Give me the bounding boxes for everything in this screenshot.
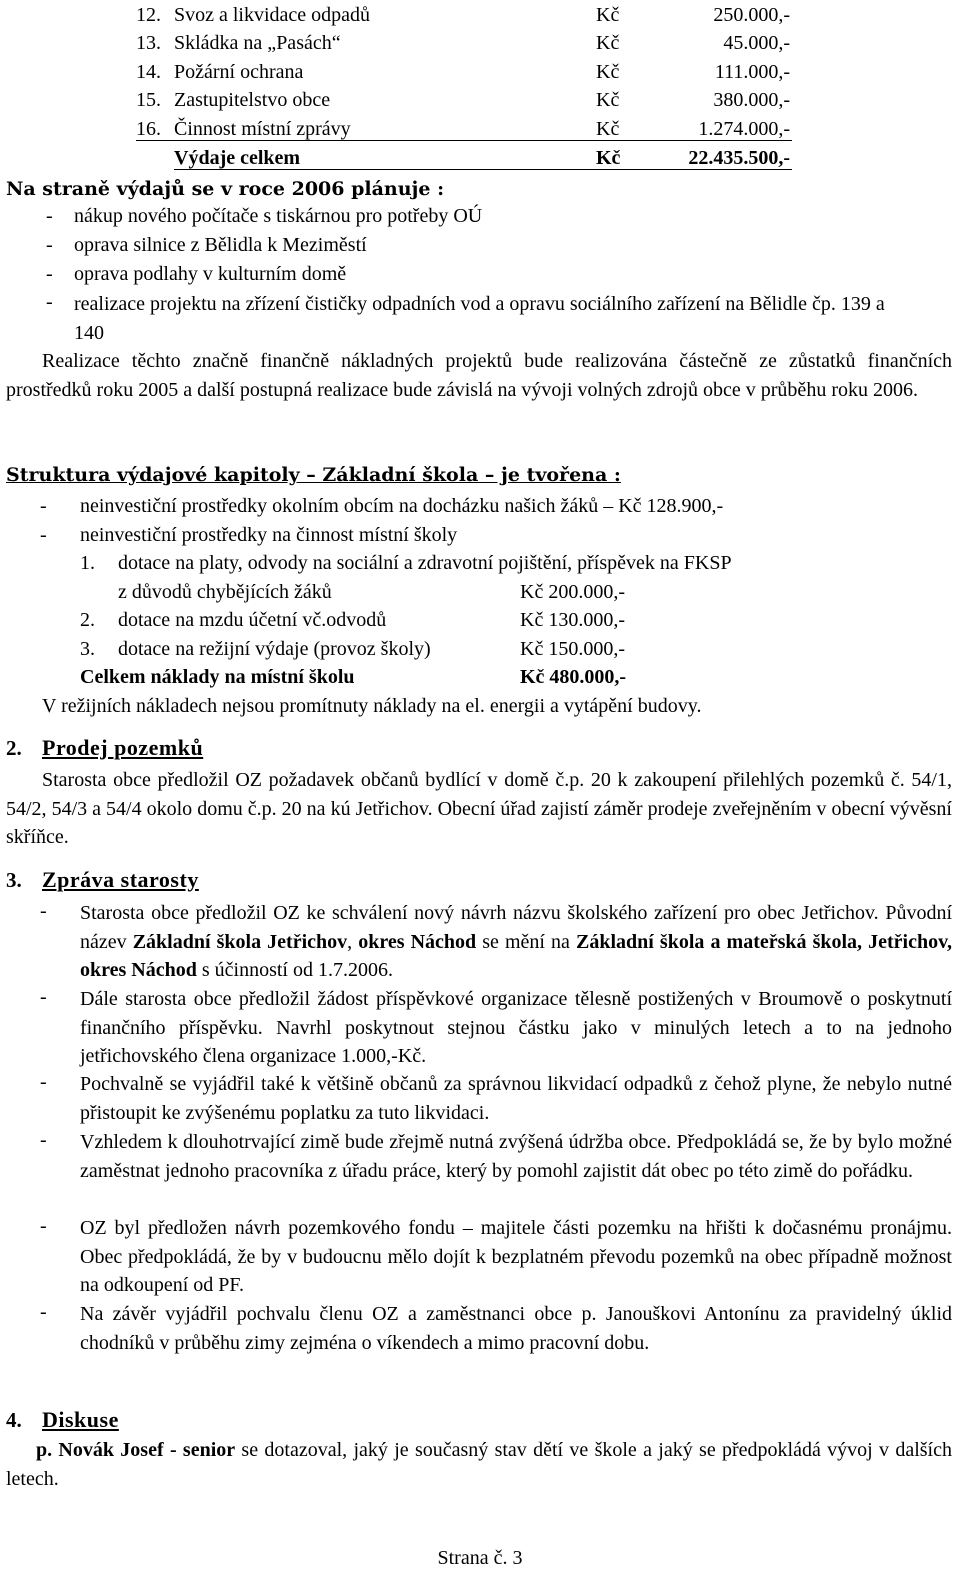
plans-paragraph: Realizace těchto značně finančně nákladných projektů bude realizována částečně ze zůstatků finančních prostředků roku 2005 a další postupná realizace bude závislá na vývoji volných zdrojů obce v průběhu roku 2006. xyxy=(6,350,952,401)
budget-row-no: 14. xyxy=(136,61,161,83)
budget-row-amount: 1.274.000,- xyxy=(698,118,790,140)
plans-heading: Na straně výdajů se v roce 2006 plánuje : xyxy=(6,178,445,200)
budget-row-amount: 45.000,- xyxy=(723,32,790,54)
budget-total-currency: Kč xyxy=(596,147,621,169)
sub-item-amount: Kč 150.000,- xyxy=(520,638,625,660)
list-item-text: neinvestiční prostředky okolním obcím na docházku našich žáků – Kč 128.900,- xyxy=(80,495,724,517)
list-item-text: nákup nového počítače s tiskárnou pro potřeby OÚ xyxy=(74,205,483,227)
budget-row-amount: 380.000,- xyxy=(713,89,790,111)
school-total-label: Celkem náklady na místní školu xyxy=(80,666,355,688)
section-title: Diskuse xyxy=(42,1407,119,1432)
section-title: Prodej pozemků xyxy=(42,735,204,760)
list-item-text: OZ byl předložen návrh pozemkového fondu – majitele části pozemku na hřišti k dočasnému pronájmu. Obec předpokládá, že by v budoucnu mělo dojít k bezplatném převodu pozemků na obec případně možnost na odkoupení od PF. xyxy=(80,1217,952,1297)
budget-total-label: Výdaje celkem xyxy=(174,147,301,169)
section-number: 4. xyxy=(6,1408,22,1432)
budget-row-amount: 111.000,- xyxy=(714,61,790,83)
school-heading: Struktura výdajové kapitoly – Základní škola – je tvořena : xyxy=(6,464,621,486)
section-number: 3. xyxy=(6,868,22,892)
list-item-text: Na závěr vyjádřil pochvalu členu OZ a zaměstnanci obce p. Janouškovi Antonínu za pravidelný úklid chodníků v průběhu zimy zejména o víkendech a mimo pracovní dobu. xyxy=(80,1303,952,1354)
sub-item-text: z důvodů chybějících žáků xyxy=(118,581,332,603)
school-total-amount: Kč 480.000,- xyxy=(520,666,627,688)
list-item-text: Dále starosta obce předložil žádost příspěvkové organizace tělesně postižených v Broumově o poskytnutí finančního příspěvku. Navrhl poskytnout stejnou částku jako v minulých letech a to na jednoho jetřichovského člena organizace 1.000,-Kč. xyxy=(80,988,952,1068)
sub-item-no: 1. xyxy=(80,552,95,574)
budget-row-currency: Kč xyxy=(596,61,620,83)
section-title: Zpráva starosty xyxy=(42,867,199,892)
budget-row-name: Požární ochrana xyxy=(174,61,304,83)
budget-row-no: 16. xyxy=(136,118,161,140)
budget-total-amount: 22.435.500,- xyxy=(688,147,790,169)
budget-row-currency: Kč xyxy=(596,32,620,54)
budget-row-currency: Kč xyxy=(596,89,620,111)
list-item-text: Pochvalně se vyjádřil také k většině občanů za správnou likvidací odpadků z čehož plyne, že nebylo nutné přistoupit ke zvýšenému poplatku za tuto likvidaci. xyxy=(80,1073,952,1124)
sub-item-no: 3. xyxy=(80,638,95,660)
sub-item-text: dotace na mzdu účetní vč.odvodů xyxy=(118,609,387,631)
list-item-text: Vzhledem k dlouhotrvající zimě bude zřejmě nutná zvýšená údržba obce. Předpokládá se, že by bylo možné zaměstnat jednoho pracovníka z úřadu práce, který by pomohl zajistit dát obec po této zimě do pořádku. xyxy=(80,1131,952,1182)
sub-item-amount: Kč 130.000,- xyxy=(520,609,625,631)
sub-item-no: 2. xyxy=(80,609,95,631)
list-item: - realizace projektu na zřízení čističky odpadních vod a opravu sociálního zařízení na Bělidle čp. 139 a 140 xyxy=(46,290,916,350)
page-number: Strana č. 3 xyxy=(437,1547,523,1569)
budget-row-currency: Kč xyxy=(596,118,620,140)
budget-row-no: 15. xyxy=(136,89,161,111)
speaker-name: p. Novák Josef - senior xyxy=(36,1439,236,1461)
school-note: V režijních nákladech nejsou promítnuty náklady na el. energii a vytápění budovy. xyxy=(42,695,702,717)
budget-row-no: 13. xyxy=(136,32,161,54)
sub-item-amount: Kč 200.000,- xyxy=(520,581,625,603)
section4-text: p. Novák Josef - senior se dotazoval, jaký je současný stav dětí ve škole a jaký se předpokládá vývoj v dalších letech. xyxy=(6,1439,952,1490)
section-number: 2. xyxy=(6,736,22,760)
budget-row-name: Zastupitelstvo obce xyxy=(174,89,331,111)
section4-heading xyxy=(6,1405,119,1435)
budget-row-name: Činnost místní zprávy xyxy=(174,118,351,140)
budget-row-currency: Kč xyxy=(596,4,620,26)
section2-heading xyxy=(6,733,204,763)
section2-text: Starosta obce předložil OZ požadavek občanů bydlící v domě č.p. 20 k zakoupení přilehlých pozemků č. 54/1, 54/2, 54/3 a 54/4 okolo domu č.p. 20 na kú Jetřichov. Obecní úřad zajistí záměr prodeje zveřejněním v obecní vývěsní skříňce. xyxy=(6,769,952,849)
budget-total-underline xyxy=(136,119,792,141)
budget-total-underline xyxy=(174,169,792,170)
sub-item-text: dotace na platy, odvody na sociální a zdravotní pojištění, příspěvek na FKSP xyxy=(118,552,732,574)
budget-row-amount: 250.000,- xyxy=(713,4,790,26)
budget-row-no: 12. xyxy=(136,4,161,26)
section3-heading xyxy=(6,865,199,895)
list-item-text: oprava podlahy v kulturním domě xyxy=(74,263,347,285)
list-item-text: realizace projektu na zřízení čističky odpadních vod a opravu sociálního zařízení na Bělidle čp. 139 a 140 xyxy=(74,293,885,344)
list-item-text: Starosta obce předložil OZ ke schválení nový návrh názvu školského zařízení pro obec Jetřichov. Původní název Základní škola Jetřichov, okres Náchod se mění na Základní škola a mateřská škola, Jetřichov, okres Náchod s účinností od 1.7.2006. xyxy=(80,902,952,982)
list-item-text: oprava silnice z Bělidla k Meziměstí xyxy=(74,234,367,256)
budget-row-name: Svoz a likvidace odpadů xyxy=(174,4,371,26)
sub-item-text: dotace na režijní výdaje (provoz školy) xyxy=(118,638,431,660)
list-item-text: neinvestiční prostředky na činnost místní školy xyxy=(80,524,458,546)
budget-row-name: Skládka na „Pasách“ xyxy=(174,32,341,54)
